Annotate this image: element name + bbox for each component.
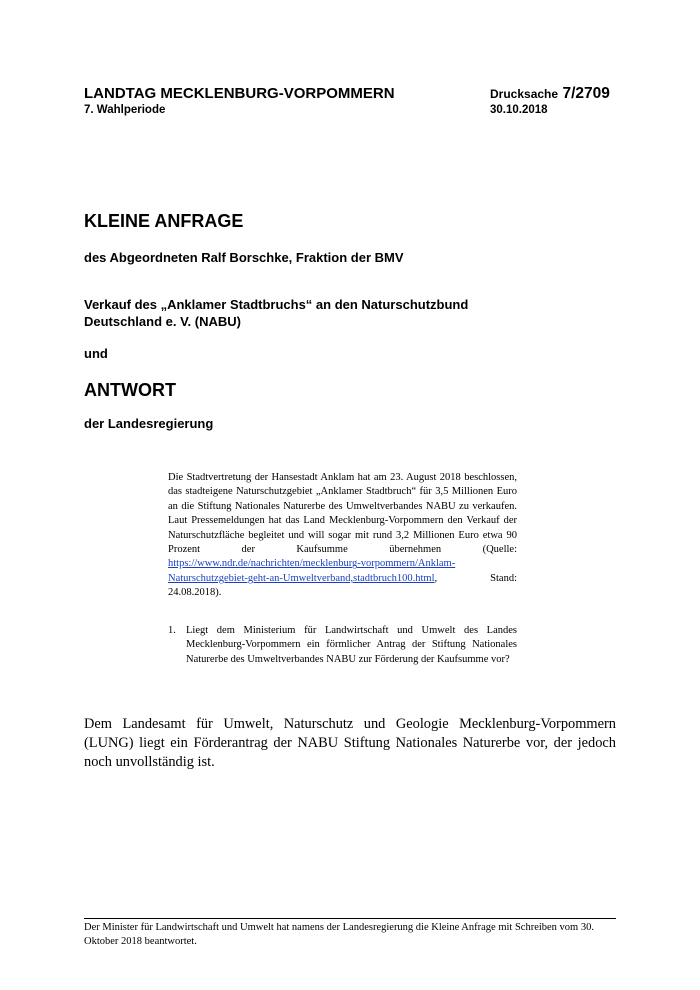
subject-line-2: Deutschland e. V. (NABU) <box>84 314 241 329</box>
drucksache-line <box>490 85 610 103</box>
question-text: Liegt dem Ministerium für Landwirtschaft und Umwelt des Landes Mecklenburg-Vorpommern ein förmlicher Antrag der Stiftung Nationales Naturerbe des Umweltverbandes NABU zur Förderung der Kaufsumme vor? <box>186 625 517 665</box>
answer-author: der Landesregierung <box>84 416 214 431</box>
document-date: 30.10.2018 <box>490 104 548 116</box>
preamble-tail: , Stand: 24.08.2018). <box>168 572 517 599</box>
question-number: 1. <box>168 625 176 636</box>
drucksache-label: Drucksache <box>490 87 559 101</box>
footer-note: Der Minister für Landwirtschaft und Umwelt hat namens der Landesregierung die Kleine Anfrage mit Schreiben vom 30. Oktober 2018 beantwortet. <box>84 922 594 947</box>
answer-text: Dem Landesamt für Umwelt, Naturschutz und Geologie Mecklenburg-Vorpommern (LUNG) liegt ein Förderantrag der NABU Stiftung Nationales Naturerbe vor, der jedoch noch unvollständig ist. <box>84 716 616 771</box>
document-header-left <box>84 85 395 117</box>
footer-divider <box>84 918 616 919</box>
drucksache-number: 7/2709 <box>562 85 610 102</box>
parliament-name: LANDTAG MECKLENBURG-VORPOMMERN <box>84 85 395 102</box>
preamble-text: Die Stadtvertretung der Hansestadt Anklam hat am 23. August 2018 beschlossen, das stadteigene Naturschutzgebiet „Anklamer Stadtbruch“ für 3,5 Millionen Euro an die Stiftung Nationales Naturerbe des Umweltverbandes NABU zu verkaufen. Laut Pressemeldungen hat das Land Mecklenburg-Vorpommern den Verkauf der Naturschutzfläche begleitet und will sogar mit rund 3,2 Millionen Euro etwa 90 Prozent der Kaufsumme übernehmen (Quelle: <box>168 472 517 556</box>
subject-line-1: Verkauf des „Anklamer Stadtbruchs“ an den Naturschutzbund <box>84 297 469 312</box>
request-author: des Abgeordneten Ralf Borschke, Fraktion der BMV <box>84 250 404 265</box>
source-link[interactable]: https://www.ndr.de/nachrichten/mecklenburg-vorpommern/Anklam-Naturschutzgebiet-geht-an-Umweltverband,stadtbruch100.html <box>168 558 456 584</box>
preamble-paragraph <box>168 471 517 601</box>
document-header-right <box>490 85 610 117</box>
request-type-heading: KLEINE ANFRAGE <box>84 211 244 231</box>
question-item <box>168 624 517 667</box>
legislative-period: 7. Wahlperiode <box>84 104 166 116</box>
connector-text: und <box>84 346 108 361</box>
preamble-block <box>168 471 517 601</box>
answer-type-heading: ANTWORT <box>84 380 176 400</box>
request-subject <box>84 296 468 330</box>
